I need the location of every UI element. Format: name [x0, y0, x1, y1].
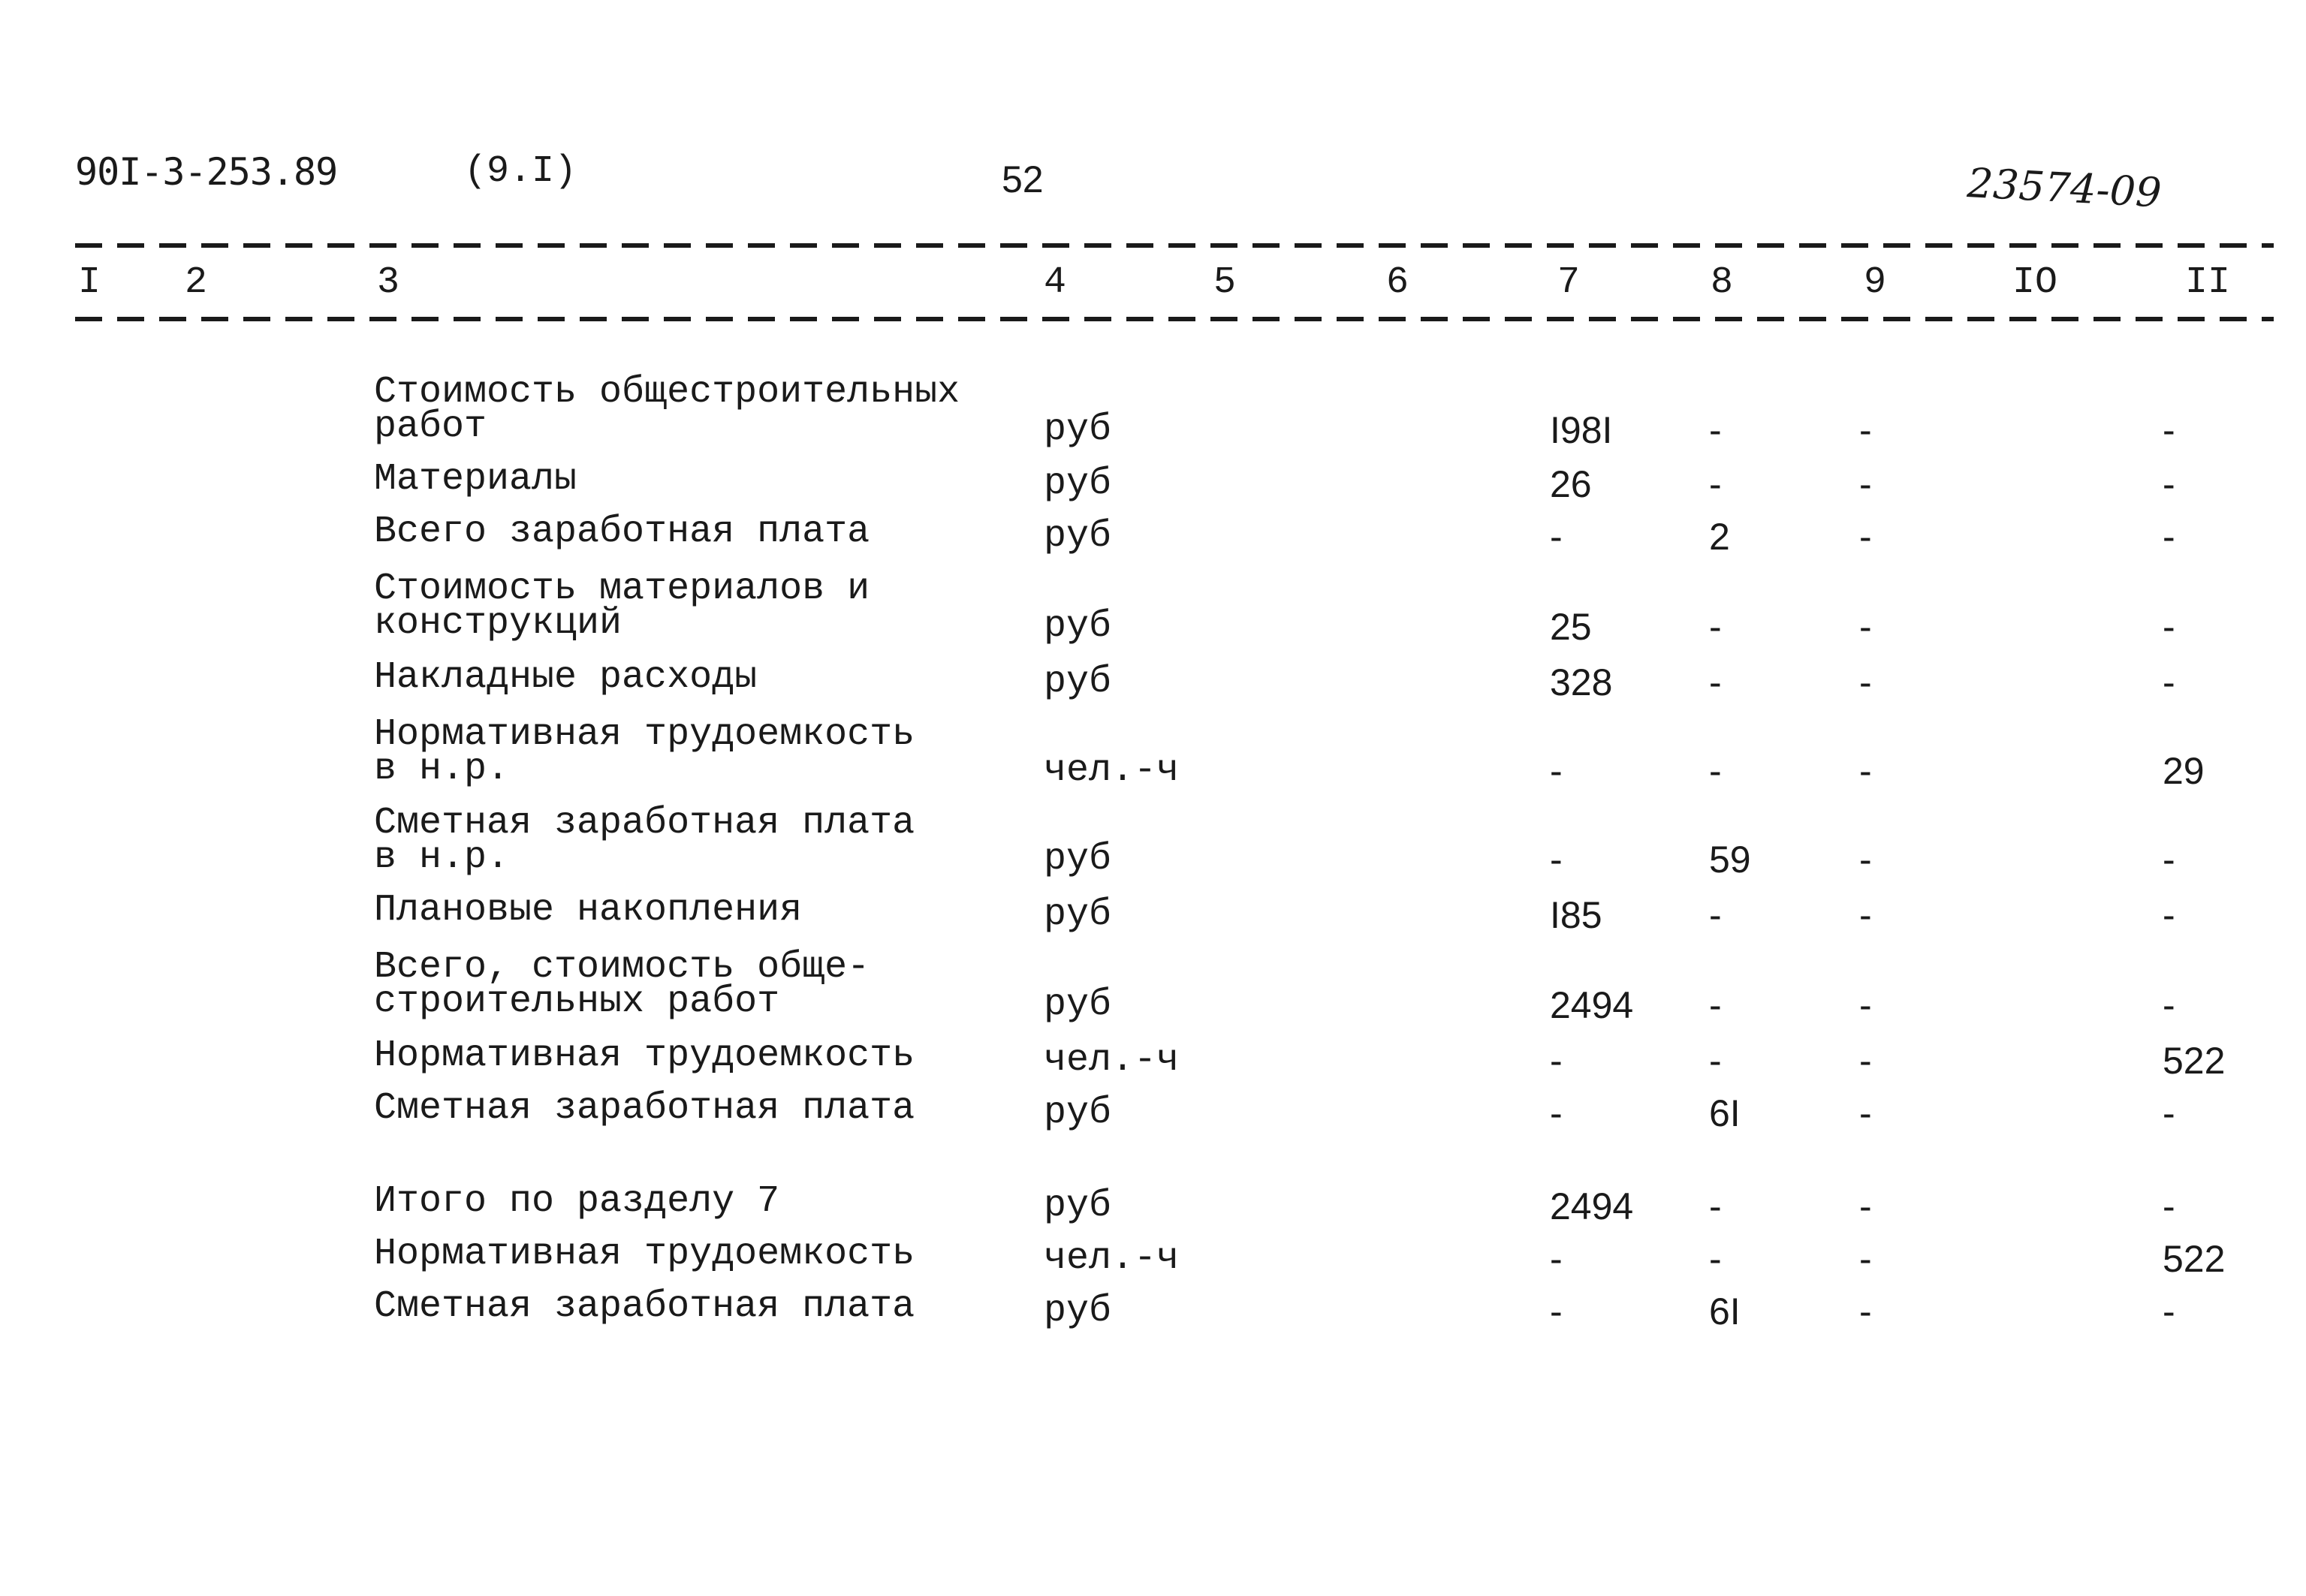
row-description-line: Нормативная трудоемкость: [374, 713, 915, 756]
row-col8: -: [1709, 606, 1722, 648]
row-col8: -: [1709, 1238, 1722, 1280]
row-description-line: Стоимость материалов и: [374, 568, 870, 610]
row-col7: 2494: [1550, 984, 1634, 1026]
col-head-6: 6: [1386, 261, 1409, 304]
row-description-line: конструкций: [374, 602, 622, 645]
row-col8: -: [1709, 894, 1722, 936]
row-col11: -: [2163, 606, 2175, 648]
row-unit: руб: [1044, 1185, 1112, 1227]
row-unit: руб: [1044, 462, 1112, 505]
row-description-line: Всего заработная плата: [374, 510, 870, 553]
row-unit: руб: [1044, 661, 1112, 703]
row-col11: -: [2163, 1185, 2175, 1227]
col-head-8: 8: [1711, 261, 1734, 304]
col-head-5: 5: [1213, 261, 1237, 304]
row-description-line: работ: [374, 405, 487, 448]
row-col7: -: [1550, 839, 1563, 881]
row-description-line: Всего, стоимость обще-: [374, 946, 870, 989]
doc-code: 90I-3-253.89: [75, 150, 338, 194]
col-head-11: II: [2185, 261, 2231, 304]
row-unit: руб: [1044, 1290, 1112, 1333]
row-unit: руб: [1044, 1092, 1112, 1134]
row-col8: 2: [1709, 516, 1730, 558]
row-description-line: Нормативная трудоемкость: [374, 1233, 915, 1275]
row-col9: -: [1859, 606, 1872, 648]
row-col8: -: [1709, 1185, 1722, 1227]
row-col9: -: [1859, 1238, 1872, 1280]
row-description: [374, 889, 960, 932]
col-head-10: IO: [2012, 261, 2058, 304]
row-description: [374, 713, 960, 790]
col-head-1: I: [78, 261, 101, 304]
row-col7: -: [1550, 1040, 1563, 1082]
row-col8: -: [1709, 463, 1722, 505]
row-description: [374, 1233, 960, 1275]
row-col11: -: [2163, 839, 2175, 881]
row-col8: 59: [1709, 839, 1751, 881]
col-head-2: 2: [185, 261, 208, 304]
row-description: [374, 802, 960, 879]
row-col11: -: [2163, 661, 2175, 703]
row-col7: I98I: [1550, 409, 1613, 451]
row-description: [374, 1285, 960, 1328]
row-col7: I85: [1550, 894, 1602, 936]
row-description-line: Материалы: [374, 458, 577, 501]
row-col8: -: [1709, 661, 1722, 703]
page-number: 52: [1002, 158, 1044, 200]
row-col7: 328: [1550, 661, 1613, 703]
row-description-line: строительных работ: [374, 980, 780, 1023]
row-description-line: Сметная заработная плата: [374, 1087, 915, 1130]
row-col8: 6I: [1709, 1092, 1741, 1134]
row-description-line: Плановые накопления: [374, 889, 803, 932]
col-head-9: 9: [1864, 261, 1887, 304]
col-head-7: 7: [1557, 261, 1581, 304]
row-col7: -: [1550, 1092, 1563, 1134]
dashed-rule-top: [75, 243, 2274, 248]
row-col8: -: [1709, 984, 1722, 1026]
row-col7: -: [1550, 516, 1563, 558]
row-col9: -: [1859, 1040, 1872, 1082]
row-description: [374, 1034, 960, 1077]
row-col9: -: [1859, 1290, 1872, 1333]
row-description: [374, 656, 960, 699]
row-col7: 2494: [1550, 1185, 1634, 1227]
row-col8: -: [1709, 409, 1722, 451]
row-col11: -: [2163, 409, 2175, 451]
row-description-line: Накладные расходы: [374, 656, 758, 699]
row-description-line: в н.р.: [374, 836, 510, 879]
row-col11: 522: [2163, 1040, 2226, 1082]
row-description: [374, 1180, 960, 1223]
row-description: [374, 458, 960, 501]
row-unit: чел.-ч: [1044, 1237, 1180, 1280]
row-description-line: Итого по разделу 7: [374, 1180, 780, 1223]
row-description: [374, 510, 960, 553]
row-description-line: Сметная заработная плата: [374, 802, 915, 845]
row-col8: -: [1709, 750, 1722, 792]
row-col9: -: [1859, 839, 1872, 881]
row-col9: -: [1859, 750, 1872, 792]
row-unit: руб: [1044, 605, 1112, 648]
row-description-line: Нормативная трудоемкость: [374, 1034, 915, 1077]
row-unit: чел.-ч: [1044, 1039, 1180, 1082]
row-col7: 25: [1550, 606, 1592, 648]
row-col11: -: [2163, 463, 2175, 505]
row-description: [374, 371, 960, 448]
row-description: [374, 1087, 960, 1130]
row-col8: 6I: [1709, 1290, 1741, 1333]
row-col11: -: [2163, 516, 2175, 558]
row-col11: 29: [2163, 750, 2205, 792]
row-col9: -: [1859, 984, 1872, 1026]
row-description-line: Сметная заработная плата: [374, 1285, 915, 1328]
row-col7: -: [1550, 750, 1563, 792]
row-col11: -: [2163, 894, 2175, 936]
row-description-line: в н.р.: [374, 748, 510, 790]
row-unit: руб: [1044, 983, 1112, 1026]
handwritten-ref: 23574-09: [1966, 159, 2163, 217]
row-col9: -: [1859, 463, 1872, 505]
row-col11: -: [2163, 1092, 2175, 1134]
row-col11: 522: [2163, 1238, 2226, 1280]
row-col9: -: [1859, 516, 1872, 558]
row-unit: чел.-ч: [1044, 749, 1180, 792]
row-description: [374, 946, 960, 1023]
row-col7: -: [1550, 1290, 1563, 1333]
row-description: [374, 568, 960, 645]
row-col7: -: [1550, 1238, 1563, 1280]
section-ref: (9.I): [464, 150, 577, 193]
row-col9: -: [1859, 661, 1872, 703]
row-unit: руб: [1044, 893, 1112, 936]
row-col11: -: [2163, 1290, 2175, 1333]
row-description-line: Стоимость общестроительных: [374, 371, 960, 414]
row-unit: руб: [1044, 838, 1112, 881]
row-col9: -: [1859, 1185, 1872, 1227]
col-head-4: 4: [1044, 261, 1067, 304]
row-col9: -: [1859, 1092, 1872, 1134]
row-col9: -: [1859, 409, 1872, 451]
col-head-3: 3: [377, 261, 400, 304]
row-unit: руб: [1044, 408, 1112, 451]
row-col11: -: [2163, 984, 2175, 1026]
dashed-rule-bottom: [75, 317, 2274, 321]
row-col7: 26: [1550, 463, 1592, 505]
row-col9: -: [1859, 894, 1872, 936]
row-col8: -: [1709, 1040, 1722, 1082]
row-unit: руб: [1044, 515, 1112, 558]
